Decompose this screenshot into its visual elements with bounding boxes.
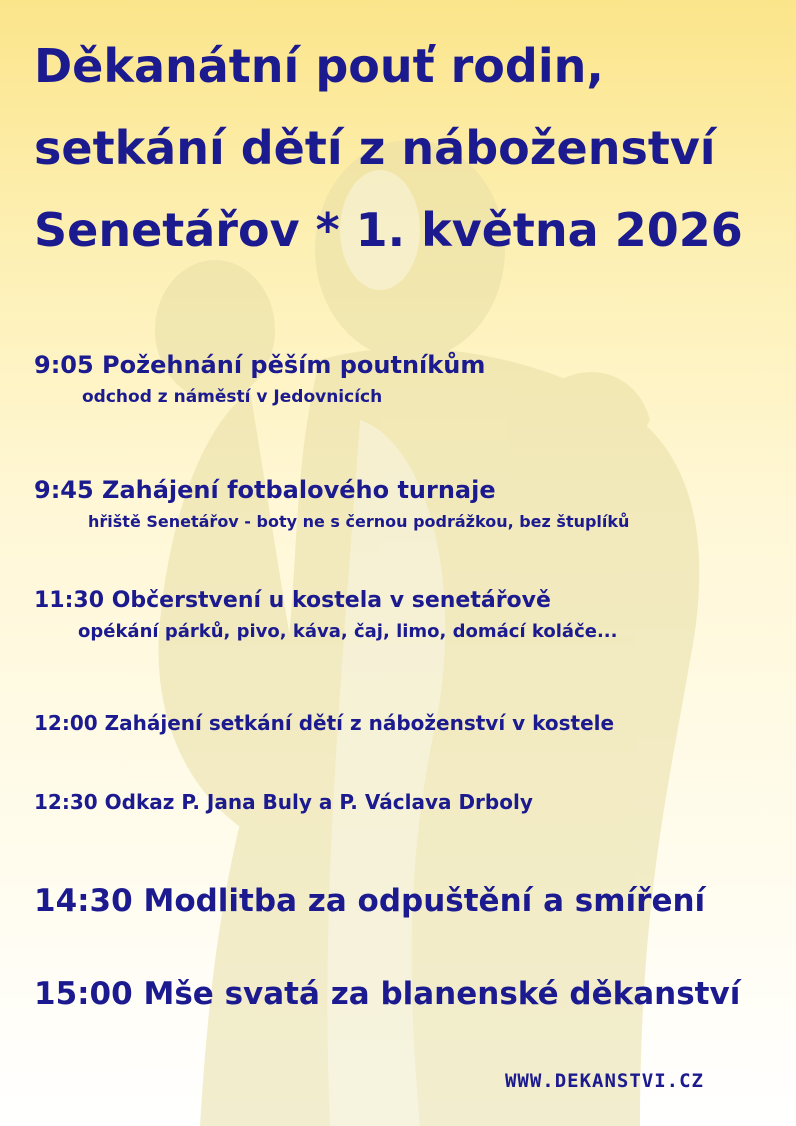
event-time-title: 12:00 Zahájení setkání dětí z náboženství v kostele — [34, 711, 615, 735]
title-line-3: Senetářov * 1. května 2026 — [34, 203, 743, 257]
event-item — [34, 976, 740, 1012]
event-item — [34, 588, 617, 642]
event-detail: opékání párků, pivo, káva, čaj, limo, domácí koláče... — [78, 621, 618, 642]
event-time-title: 15:00 Mše svatá za blanenské děkanství — [34, 976, 741, 1012]
website-link[interactable]: WWW.DEKANSTVI.CZ — [504, 1070, 704, 1092]
event-item — [34, 883, 705, 919]
event-time-title: 9:05 Požehnání pěším poutníkům — [34, 351, 486, 379]
event-time-title: 14:30 Modlitba za odpuštění a smíření — [34, 883, 706, 919]
event-item — [34, 476, 629, 531]
event-item — [34, 790, 533, 814]
event-item — [34, 711, 614, 735]
event-time-title: 11:30 Občerstvení u kostela v senetářově — [34, 588, 551, 613]
event-detail: hřiště Senetářov - boty ne s černou podrážkou, bez štuplíků — [88, 512, 630, 531]
event-time-title: 12:30 Odkaz P. Jana Buly a P. Václava Drboly — [34, 790, 533, 814]
poster-title — [34, 34, 743, 280]
title-line-1: Děkanátní pouť rodin, — [34, 39, 604, 93]
event-detail: odchod z náměstí v Jedovnicích — [82, 387, 383, 407]
event-item — [34, 351, 485, 407]
title-line-2: setkání dětí z náboženství — [34, 121, 716, 175]
event-time-title: 9:45 Zahájení fotbalového turnaje — [34, 476, 496, 504]
